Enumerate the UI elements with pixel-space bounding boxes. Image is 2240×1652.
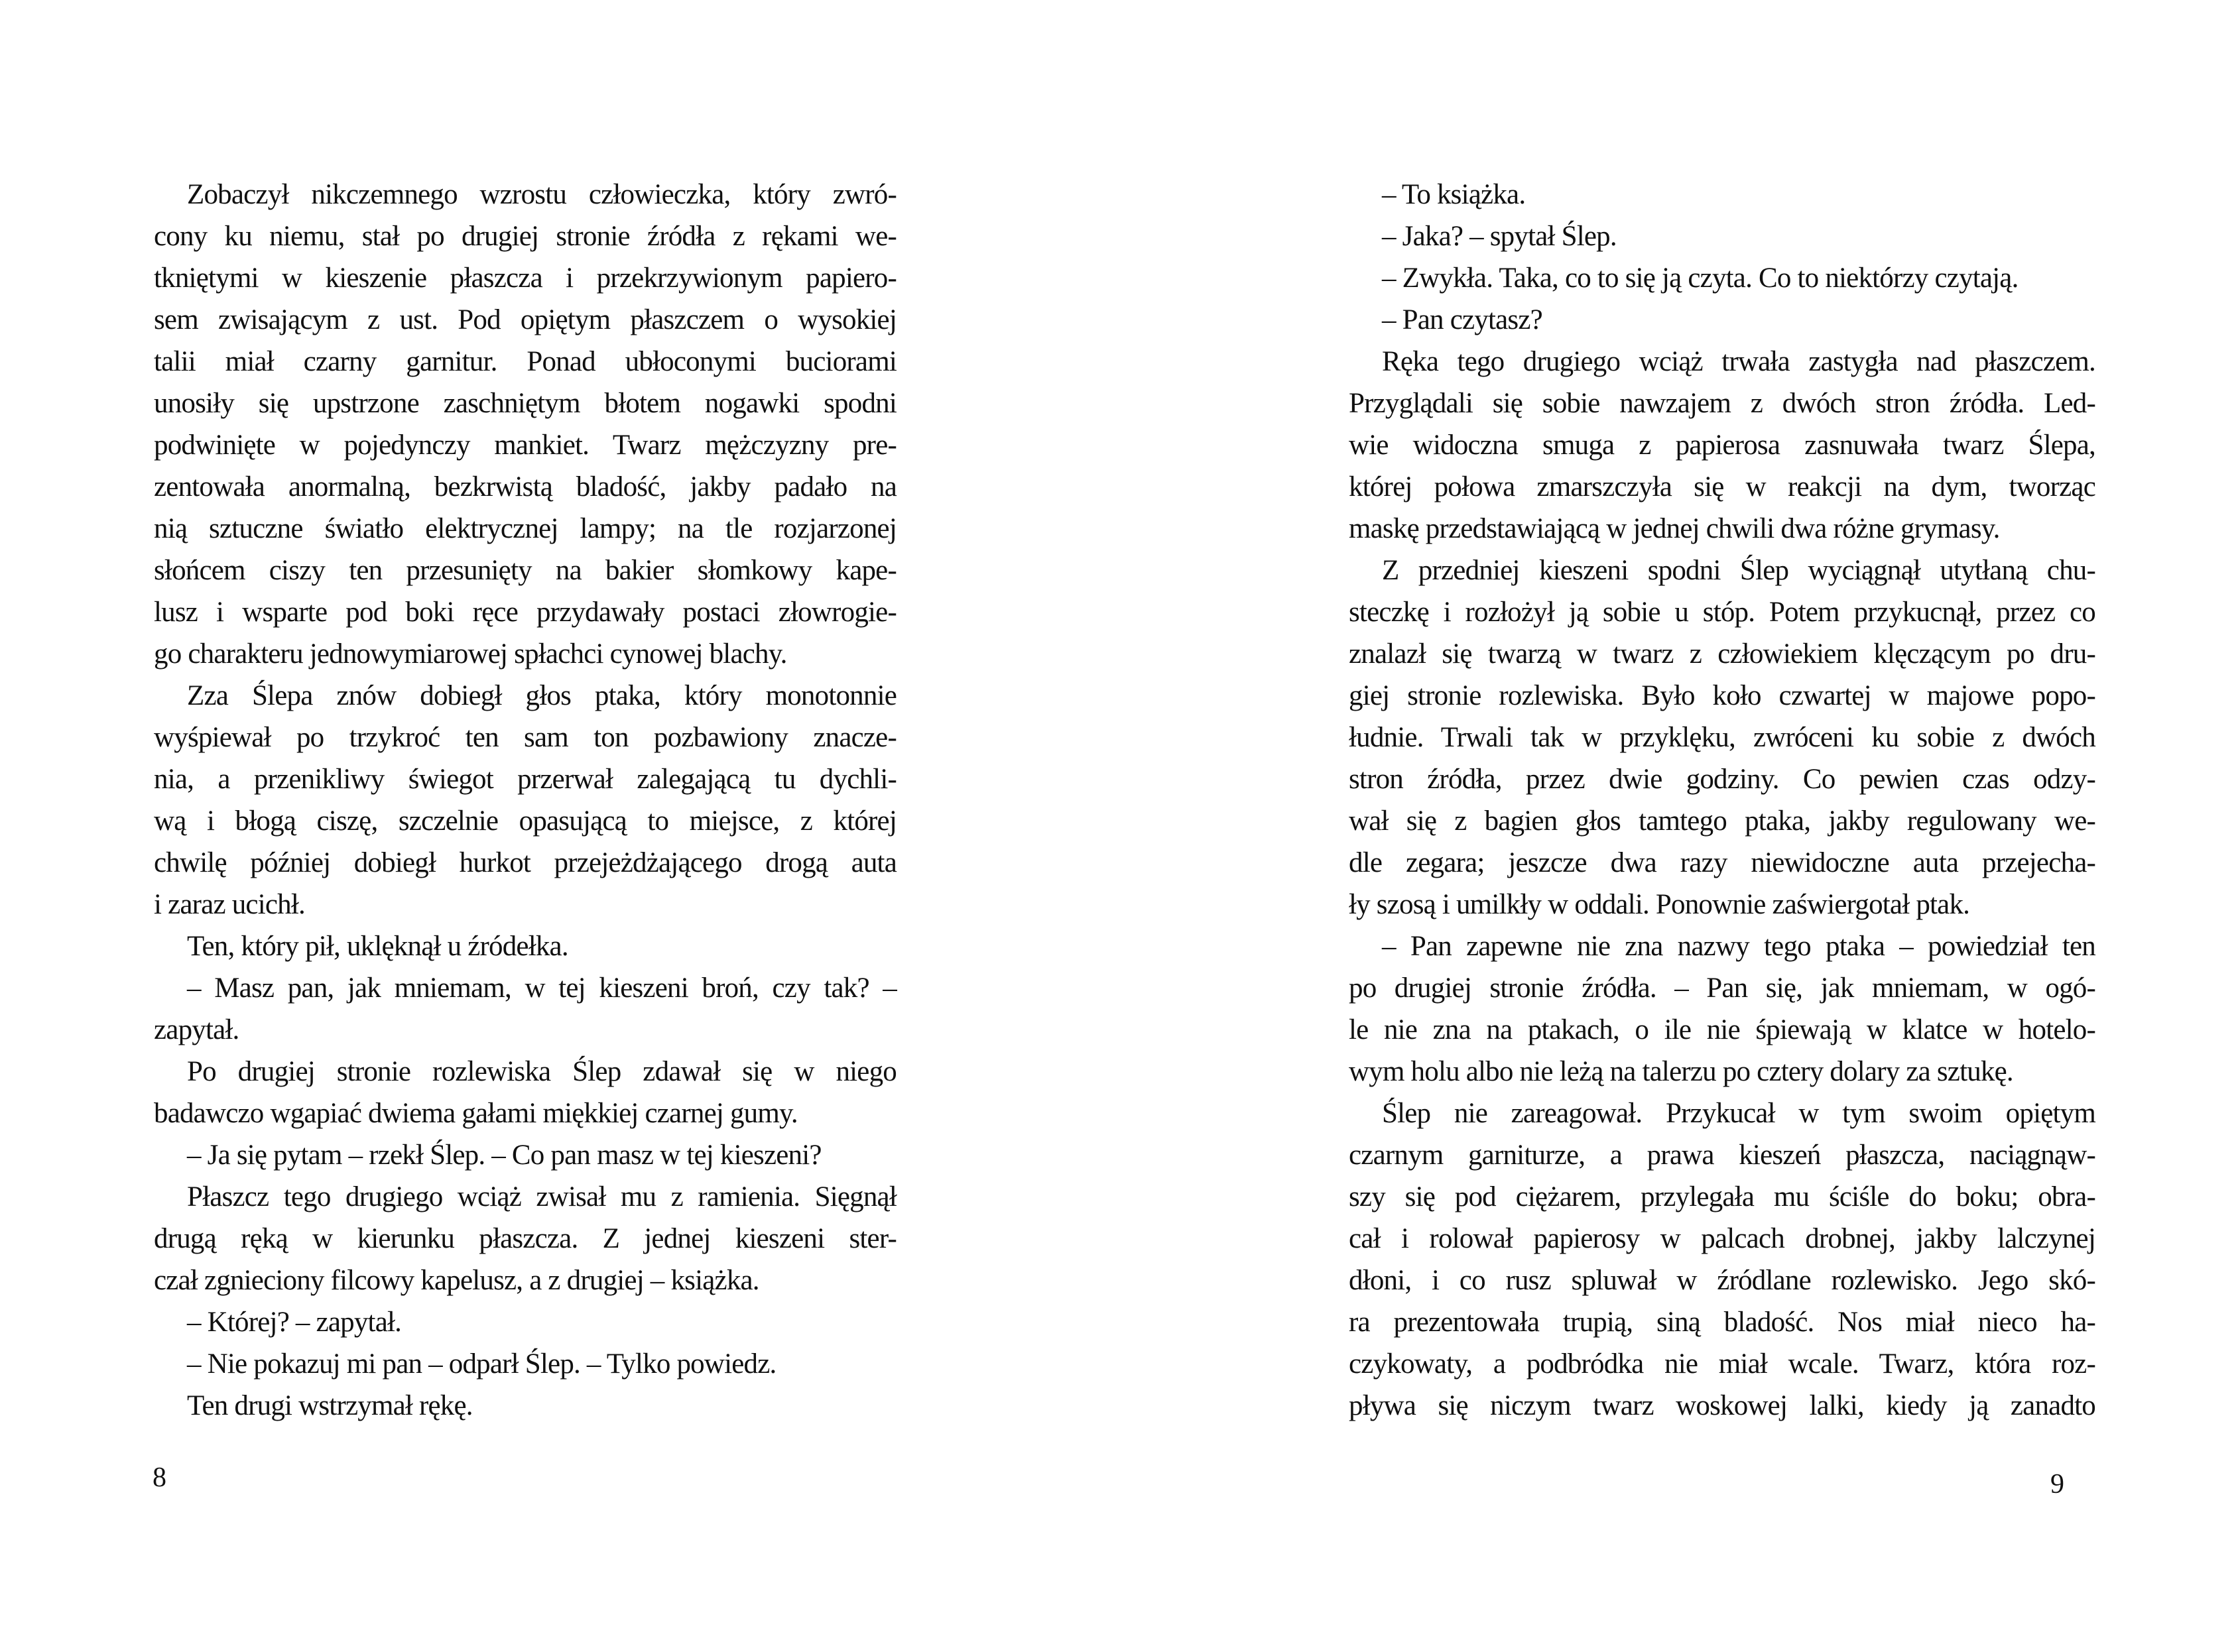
text-line: zentowała anormalną, bezkrwistą bladość, jakby padało na	[154, 471, 897, 502]
text-line: ra prezentowała trupią, siną bladość. Nos miał nieco ha-	[1349, 1307, 2095, 1338]
text-line: le nie zna na ptakach, o ile nie śpiewają w klatce w hotelo-	[1349, 1014, 2095, 1045]
text-line: łudnie. Trwali tak w przyklęku, zwróceni ku sobie z dwóch	[1349, 722, 2095, 753]
text-line: badawczo wgapiać dwiema gałami miękkiej czarnej gumy.	[154, 1098, 798, 1129]
text-line: chwilę później dobiegł hurkot przejeżdżającego drogą auta	[154, 847, 897, 878]
text-line: cony ku niemu, stał po drugiej stronie źródła z rękami we-	[154, 221, 897, 252]
text-line: – Zwykła. Taka, co to się ją czyta. Co to niektórzy czytają.	[1382, 263, 2019, 294]
text-line: – To książka.	[1382, 179, 1526, 210]
text-line: podwinięte w pojedynczy mankiet. Twarz mężczyzny pre-	[154, 430, 897, 461]
text-line: szy się pod ciężarem, przylegała mu ściśle do boku; obra-	[1349, 1181, 2095, 1212]
text-line: – Której? – zapytał.	[187, 1307, 402, 1338]
text-line: Ślep nie zareagował. Przykucał w tym swoim opiętym	[1382, 1098, 2095, 1129]
text-line: cał i rolował papierosy w palcach drobnej, jakby lalczynej	[1349, 1223, 2095, 1254]
page-left-text	[154, 174, 897, 1427]
page-number-left: 8	[153, 1462, 166, 1493]
page-right-text	[1349, 174, 2095, 1427]
text-line: Zobaczył nikczemnego wzrostu człowieczka, który zwró-	[187, 179, 897, 210]
text-line: wyśpiewał po trzykroć ten sam ton pozbawiony znacze-	[154, 722, 897, 753]
text-line: drugą ręką w kierunku płaszcza. Z jednej kieszeni ster-	[154, 1223, 897, 1254]
text-line: – Pan czytasz?	[1382, 304, 1542, 335]
text-line: talii miał czarny garnitur. Ponad ubłoconymi buciorami	[154, 346, 897, 377]
text-line: – Pan zapewne nie zna nazwy tego ptaka – powiedział ten	[1382, 931, 2095, 962]
text-line: czykowaty, a podbródka nie miał wcale. Twarz, która roz-	[1349, 1348, 2095, 1380]
text-line: i zaraz ucichł.	[154, 889, 305, 920]
text-line: Przyglądali się sobie nawzajem z dwóch stron źródła. Led-	[1349, 388, 2095, 419]
text-line: znalazł się twarzą w twarz z człowiekiem klęczącym po dru-	[1349, 638, 2095, 670]
text-line: stron źródła, przez dwie godziny. Co pewien czas odzy-	[1349, 764, 2095, 795]
text-line: Płaszcz tego drugiego wciąż zwisał mu z ramienia. Sięgnął	[187, 1181, 897, 1212]
text-line: wał się z bagien głos tamtego ptaka, jakby regulowany we-	[1349, 805, 2095, 837]
text-line: słońcem ciszy ten przesunięty na bakier słomkowy kape-	[154, 555, 897, 586]
text-line: Z przedniej kieszeni spodni Ślep wyciągnął utytłaną chu-	[1382, 555, 2095, 586]
text-line: wym holu albo nie leżą na talerzu po cztery dolary za sztukę.	[1349, 1056, 2013, 1087]
text-line: której połowa zmarszczyła się w reakcji na dym, tworząc	[1349, 471, 2095, 502]
text-line: wą i błogą ciszę, szczelnie opasującą to miejsce, z której	[154, 805, 897, 837]
text-line: nią sztuczne światło elektrycznej lampy; na tle rozjarzonej	[154, 513, 897, 544]
text-line: unosiły się upstrzone zaschniętym błotem nogawki spodni	[154, 388, 897, 419]
text-line: – Jaka? – spytał Ślep.	[1382, 221, 1617, 252]
text-line: ły szosą i umilkły w oddali. Ponownie zaświergotał ptak.	[1349, 889, 1970, 920]
text-line: – Masz pan, jak mniemam, w tej kieszeni broń, czy tak? –	[187, 973, 897, 1004]
text-line: go charakteru jednowymiarowej spłachci cynowej blachy.	[154, 638, 787, 670]
text-line: pływa się niczym twarz woskowej lalki, kiedy ją zanadto	[1349, 1390, 2095, 1421]
text-line: po drugiej stronie źródła. – Pan się, jak mniemam, w ogó-	[1349, 973, 2095, 1004]
text-line: – Ja się pytam – rzekł Ślep. – Co pan masz w tej kieszeni?	[187, 1140, 822, 1171]
text-line: Ten drugi wstrzymał rękę.	[187, 1390, 473, 1421]
text-line: lusz i wsparte pod boki ręce przydawały postaci złowrogie-	[154, 597, 897, 628]
text-line: zapytał.	[154, 1014, 239, 1045]
text-line: dle zegara; jeszcze dwa razy niewidoczne auta przejecha-	[1349, 847, 2095, 878]
text-line: giej stronie rozlewiska. Było koło czwartej w majowe popo-	[1349, 680, 2095, 711]
text-line: steczkę i rozłożył ją sobie u stóp. Potem przykucnął, przez co	[1349, 597, 2095, 628]
text-line: Ręka tego drugiego wciąż trwała zastygła nad płaszczem.	[1382, 346, 2095, 377]
text-line: – Nie pokazuj mi pan – odparł Ślep. – Tylko powiedz.	[187, 1348, 777, 1380]
text-line: czarnym garniturze, a prawa kieszeń płaszcza, naciągnąw-	[1349, 1140, 2095, 1171]
text-line: Po drugiej stronie rozlewiska Ślep zdawał się w niego	[187, 1056, 897, 1087]
text-line: wie widoczna smuga z papierosa zasnuwała twarz Ślepa,	[1349, 430, 2095, 461]
text-line: czał zgnieciony filcowy kapelusz, a z drugiej – książka.	[154, 1265, 759, 1296]
text-line: maskę przedstawiającą w jednej chwili dwa różne grymasy.	[1349, 513, 2000, 544]
text-line: Zza Ślepa znów dobiegł głos ptaka, który monotonnie	[187, 680, 897, 711]
text-line: tkniętymi w kieszenie płaszcza i przekrzywionym papiero-	[154, 263, 897, 294]
text-line: dłoni, i co rusz spluwał w źródlane rozlewisko. Jego skó-	[1349, 1265, 2095, 1296]
text-line: Ten, który pił, uklęknął u źródełka.	[187, 931, 568, 962]
text-line: sem zwisającym z ust. Pod opiętym płaszczem o wysokiej	[154, 304, 897, 335]
text-line: nia, a przenikliwy świegot przerwał zalegającą tu dychli-	[154, 764, 897, 795]
page-number-right: 9	[2050, 1469, 2064, 1500]
